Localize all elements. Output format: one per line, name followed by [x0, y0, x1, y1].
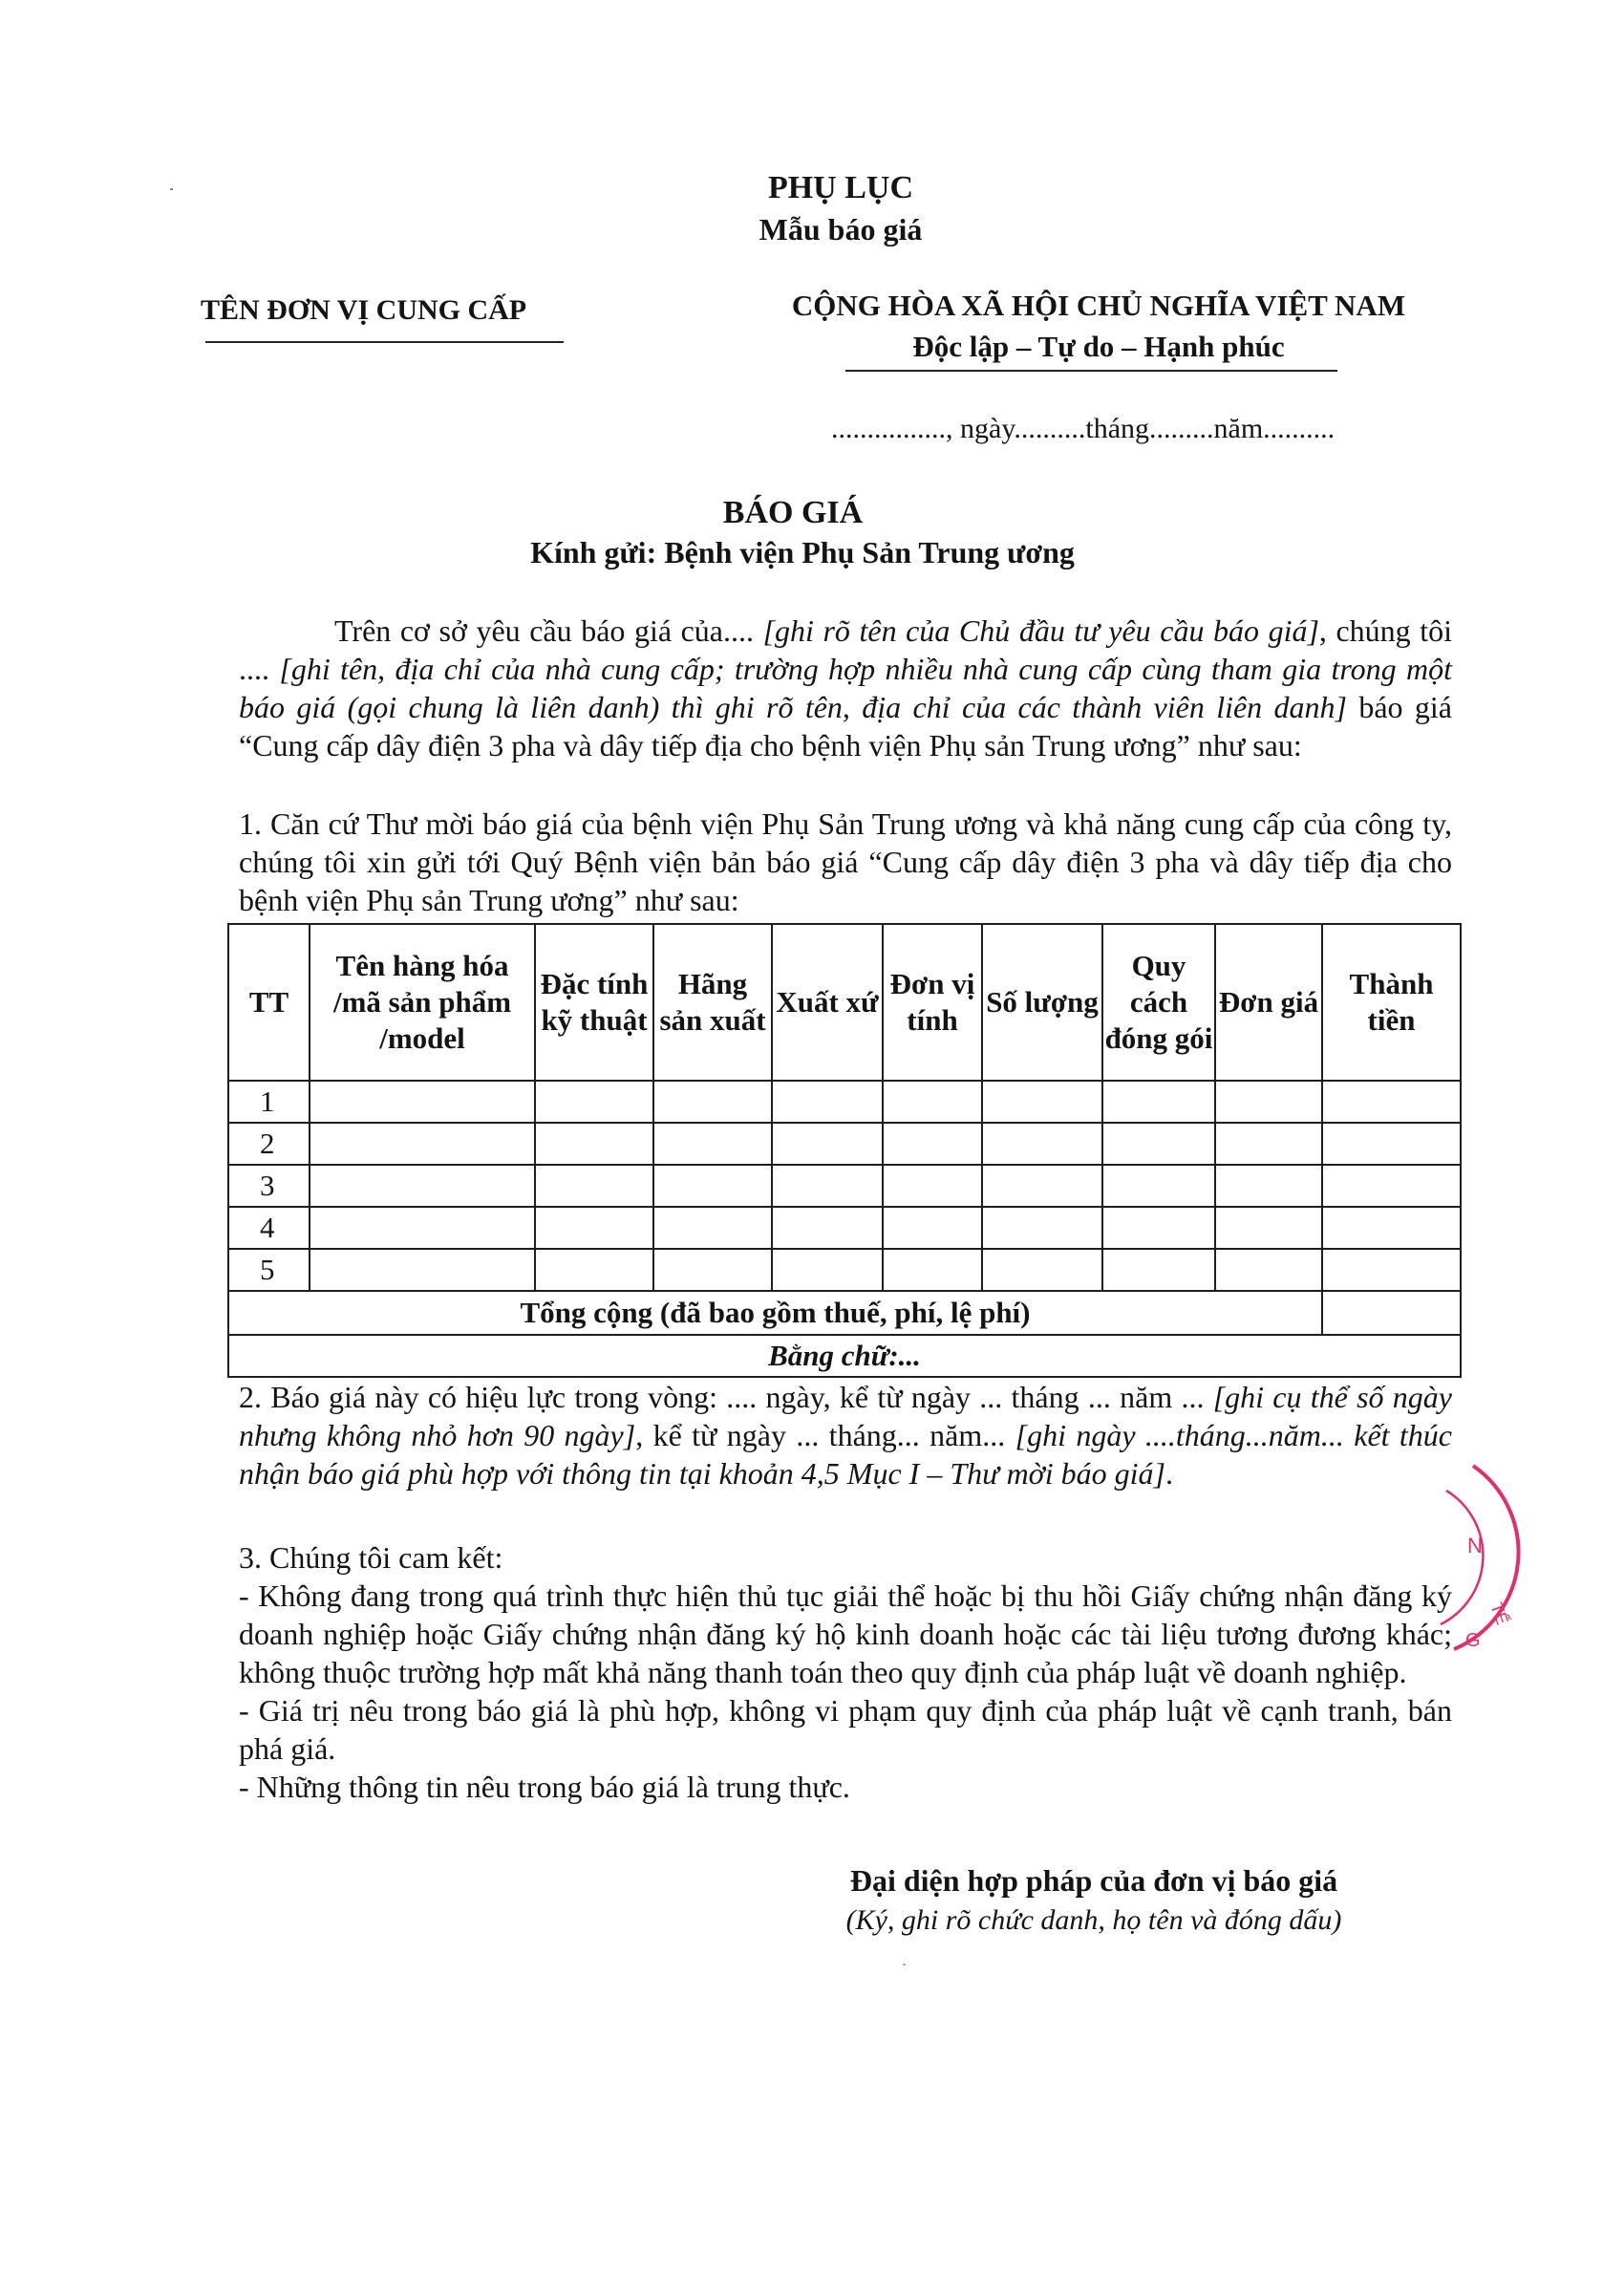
header-packaging: Quy cách đóng gói — [1102, 924, 1215, 1081]
header-product-name: Tên hàng hóa /mã sản phẩm /model — [310, 924, 535, 1081]
intro-text-1: Trên cơ sở yêu cầu báo giá của.... — [334, 613, 763, 648]
item2-text-3: . — [1165, 1456, 1173, 1491]
item2-note-1: [ghi cụ thể số ngày nhưng không nhỏ hơn 90 ngày] — [239, 1380, 1453, 1452]
quote-table — [227, 923, 1462, 1378]
date-line: ................, ngày..........tháng.........năm.......... — [831, 413, 1336, 444]
seal-letter: N — [1467, 1534, 1483, 1557]
seal-inner-ring — [1441, 1491, 1483, 1624]
scan-mark — [903, 1964, 906, 1965]
table-row — [228, 1207, 1461, 1249]
intro-note-2: [ghi tên, địa chỉ của nhà cung cấp; trường hợp nhiều nhà cung cấp cùng tham gia trong một báo giá (gọi chung là liên danh) thì ghi rõ tên, địa chỉ của các thành viên liên danh] — [239, 652, 1453, 724]
item2-text-2: , kể từ ngày ... tháng... năm... — [635, 1418, 1015, 1452]
appendix-subtitle: Mẫu báo giá — [759, 212, 923, 247]
header-unit: Đơn vị tính — [883, 924, 982, 1081]
company-seal — [1433, 1462, 1567, 1653]
intro-text-3: báo giá “Cung cấp dây điện 3 pha và dây tiếp địa cho bệnh viện Phụ sản Trung ương” như sau: — [239, 690, 1453, 762]
seal-letter: TẾ — [1486, 1600, 1512, 1627]
item-3-heading: 3. Chúng tôi cam kết: — [239, 1540, 503, 1575]
intro-text-2: , chúng tôi .... — [239, 613, 1453, 686]
row-number: 1 — [228, 1081, 310, 1123]
row-number: 5 — [228, 1249, 310, 1291]
words-row — [228, 1335, 1461, 1377]
supplier-name: TÊN ĐƠN VỊ CUNG CẤP — [201, 294, 527, 326]
signature-title: Đại diện hợp pháp của đơn vị báo giá — [849, 1863, 1338, 1898]
item2-note-2: [ghi ngày ....tháng...năm... kết thúc nhận báo giá phù hợp với thông tin tại khoản 4,5 Mục I – Thư mời báo giá] — [239, 1418, 1453, 1491]
commitment-3: - Những thông tin nêu trong báo giá là trung thực. — [239, 1770, 850, 1804]
item-1-paragraph: 1. Căn cứ Thư mời báo giá của bệnh viện Phụ Sản Trung ương và khả năng cung cấp của công ty, chúng tôi xin gửi tới Quý Bệnh viện bản báo giá “Cung cấp dây điện 3 pha và dây tiếp địa cho bệnh viện Phụ sản Trung ương” như sau: — [239, 806, 1452, 917]
appendix-title: PHỤ LỤC — [767, 170, 914, 205]
header-specifications: Đặc tính kỹ thuật — [535, 924, 653, 1081]
row-number: 4 — [228, 1207, 310, 1249]
item-3-section — [239, 1538, 1452, 1806]
table-row — [228, 1249, 1461, 1291]
quote-recipient: Kính gửi: Bệnh viện Phụ Sản Trung ương — [530, 535, 1075, 569]
table-row — [228, 1123, 1461, 1165]
commitment-1: - Không đang trong quá trình thực hiện thủ tục giải thể hoặc bị thu hồi Giấy chứng nhận đăng ký doanh nghiệp hoặc Giấy chứng nhận đăng ký hộ kinh doanh hoặc các tài liệu tương đương khác; không thuộc trường hợp mất khả năng thanh toán theo quy định của pháp luật về doanh nghiệp. — [239, 1578, 1452, 1689]
header-unit-price: Đơn giá — [1215, 924, 1322, 1081]
signature-note: (Ký, ghi rõ chức danh, họ tên và đóng dấu) — [845, 1904, 1342, 1936]
motto-underline — [845, 370, 1337, 372]
item2-text-1: 2. Báo giá này có hiệu lực trong vòng: .... ngày, kể từ ngày ... tháng ... năm ... — [239, 1380, 1213, 1414]
header-manufacturer: Hãng sản xuất — [653, 924, 772, 1081]
table-row — [228, 1165, 1461, 1207]
total-row — [228, 1291, 1461, 1335]
total-label: Tổng cộng (đã bao gồm thuế, phí, lệ phí) — [228, 1291, 1322, 1335]
table-header-row — [228, 924, 1461, 1081]
seal-letter: G — [1465, 1630, 1481, 1651]
supplier-underline — [205, 341, 564, 343]
country-name: CỘNG HÒA XÃ HỘI CHỦ NGHĨA VIỆT NAM — [791, 289, 1406, 322]
row-number: 3 — [228, 1165, 310, 1207]
quote-title: BÁO GIÁ — [722, 495, 864, 530]
table-row — [228, 1081, 1461, 1123]
header-amount: Thành tiền — [1322, 924, 1461, 1081]
header-quantity: Số lượng — [982, 924, 1102, 1081]
row-number: 2 — [228, 1123, 310, 1165]
header-origin: Xuất xứ — [772, 924, 883, 1081]
amount-in-words-label: Bằng chữ:... — [228, 1335, 1461, 1377]
item-2-paragraph — [239, 1378, 1452, 1492]
national-motto: Độc lập – Tự do – Hạnh phúc — [912, 330, 1285, 363]
commitment-2: - Giá trị nêu trong báo giá là phù hợp, không vi phạm quy định của pháp luật về cạnh tranh, bán phá giá. — [239, 1693, 1452, 1766]
intro-paragraph — [239, 612, 1452, 764]
header-tt: TT — [228, 924, 310, 1081]
intro-note-1: [ghi rõ tên của Chủ đầu tư yêu cầu báo giá] — [762, 613, 1319, 648]
